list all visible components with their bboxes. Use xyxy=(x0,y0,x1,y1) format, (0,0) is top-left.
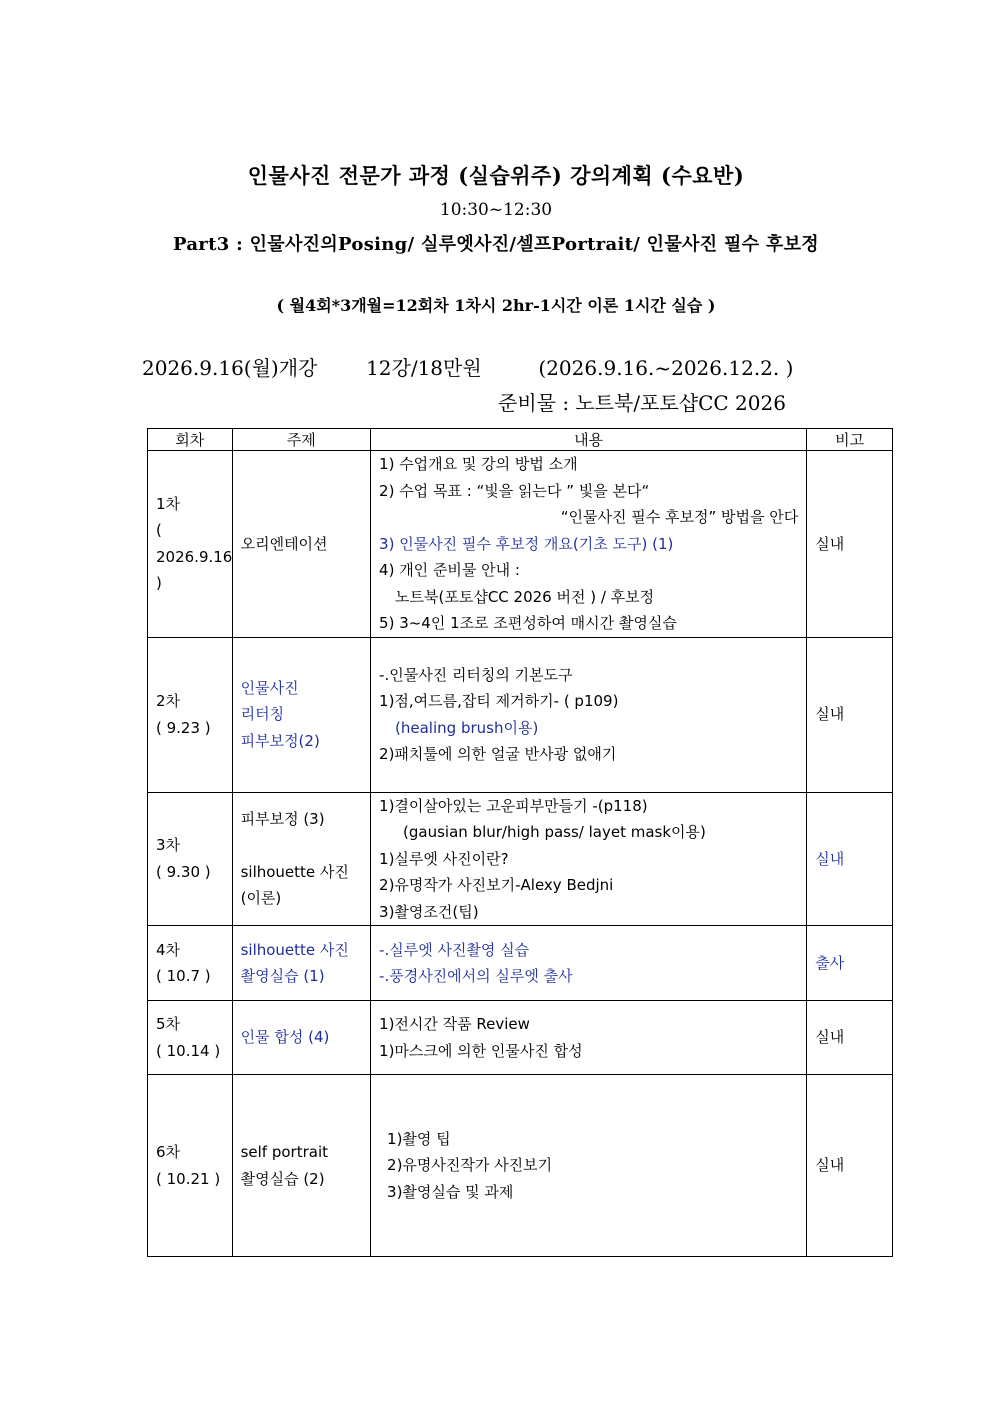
content-line: 1)촬영 팁 xyxy=(387,1129,451,1148)
topic-text: 피부보정(2) xyxy=(240,731,320,750)
table-row xyxy=(148,637,893,792)
session-date: ( 10.14 ) xyxy=(156,1041,221,1060)
session-cell xyxy=(148,926,233,1001)
session-label: 6차 xyxy=(156,1143,181,1161)
content-line: 2)유명작가 사진보기-Alexy Bedjni xyxy=(379,876,614,894)
content-line: 2)패치툴에 의한 얼굴 반사광 없애기 xyxy=(379,745,617,763)
table-row xyxy=(148,792,893,926)
session-date: ( 10.7 ) xyxy=(156,967,211,985)
note-cell: 실내 xyxy=(807,1075,893,1257)
topic-text: 리터칭 xyxy=(240,705,285,724)
topic-text: silhouette 사진 xyxy=(240,940,349,959)
class-time: 10:30~12:30 xyxy=(439,200,553,220)
content-line: -.실루엣 사진촬영 실습 xyxy=(379,940,530,959)
materials: 준비물 : 노트북/포토샵CC 2026 xyxy=(498,391,786,415)
opening-date: 2026.9.16(월)개강 xyxy=(142,356,318,380)
note-cell: 실내 xyxy=(807,1001,893,1075)
topic-cell xyxy=(232,451,370,638)
content-cell xyxy=(371,1001,807,1075)
header-note: 비고 xyxy=(807,429,893,451)
topic-text: 촬영실습 (1) xyxy=(240,967,325,985)
topic-cell xyxy=(232,1075,370,1257)
session-cell xyxy=(148,451,233,638)
session-label: 1차 xyxy=(156,494,181,513)
part-subtitle: Part3 : 인물사진의Posing/ 실루엣사진/셀프Portrait/ 인물사진 필수 후보정 xyxy=(172,234,819,255)
content-line: -.풍경사진에서의 실루엣 출사 xyxy=(379,967,573,985)
topic-text: 인물사진 xyxy=(240,678,299,697)
content-line: 5) 3~4인 1조로 조편성하여 매시간 촬영실습 xyxy=(379,614,677,632)
content-cell xyxy=(371,792,807,926)
content-line: 1)전시간 작품 Review xyxy=(379,1015,530,1033)
topic-text: 촬영실습 (2) xyxy=(240,1169,325,1188)
content-line: 4) 개인 준비물 안내 : xyxy=(379,561,520,579)
note-cell: 실내 xyxy=(807,637,893,792)
topic-cell xyxy=(232,637,370,792)
session-paren-close: ) xyxy=(156,574,162,593)
table-row xyxy=(148,926,893,1001)
content-cell xyxy=(371,926,807,1001)
content-cell xyxy=(371,637,807,792)
content-line: -.인물사진 리터칭의 기본도구 xyxy=(379,665,573,684)
content-line: 3)촬영실습 및 과제 xyxy=(387,1182,514,1201)
content-line: 3) 인물사진 필수 후보정 개요(기초 도구) (1) xyxy=(379,534,674,553)
page-title: 인물사진 전문가 과정 (실습위주) 강의계획 (수요반) xyxy=(247,163,745,188)
content-line: 2) 수업 목표 : “빛을 읽는다 ” 빛을 본다“ xyxy=(379,481,650,500)
session-cell xyxy=(148,792,233,926)
session-date: ( 10.21 ) xyxy=(156,1169,221,1188)
session-label: 2차 xyxy=(156,692,181,710)
topic-cell xyxy=(232,926,370,1001)
table-row xyxy=(148,451,893,638)
session-date: ( 9.30 ) xyxy=(156,862,211,881)
header-topic: 주제 xyxy=(232,429,370,451)
opening-line xyxy=(142,352,793,381)
content-line: 1)마스크에 의한 인물사진 합성 xyxy=(379,1041,583,1060)
content-line: 3)촬영조건(팁) xyxy=(379,902,479,921)
content-line: 2)유명사진작가 사진보기 xyxy=(387,1156,553,1175)
lectures-fee: 12강/18만원 xyxy=(366,356,482,380)
topic-cell xyxy=(232,792,370,926)
content-line: (healing brush이용) xyxy=(395,718,539,737)
session-cell xyxy=(148,637,233,792)
topic-cell xyxy=(232,1001,370,1075)
session-label: 4차 xyxy=(156,940,181,959)
session-paren-open: ( xyxy=(156,521,162,540)
session-cell xyxy=(148,1001,233,1075)
content-line: 1)실루엣 사진이란? xyxy=(379,849,509,868)
topic-text: 오리엔테이션 xyxy=(240,534,328,553)
content-line: “인물사진 필수 후보정” 방법을 안다 xyxy=(560,508,799,526)
topic-text: self portrait xyxy=(240,1143,329,1161)
table-row xyxy=(148,1001,893,1075)
content-line: 1) 수업개요 및 강의 방법 소개 xyxy=(379,455,578,473)
session-cell xyxy=(148,1075,233,1257)
schedule-note: ( 월4회*3개월=12회차 1차시 2hr-1시간 이론 1시간 실습 ) xyxy=(276,296,716,315)
note-cell: 실내 xyxy=(807,451,893,638)
content-line: 노트북(포토샵CC 2026 버전 ) / 후보정 xyxy=(395,587,655,606)
content-cell xyxy=(371,451,807,638)
header-content: 내용 xyxy=(371,429,807,451)
topic-spacer xyxy=(241,833,362,859)
topic-text: (이론) xyxy=(240,889,282,907)
content-line: 1)점,여드름,잡티 제거하기- ( p109) xyxy=(379,692,619,710)
content-line: (gausian blur/high pass/ layet mask이용) xyxy=(403,823,706,841)
course-period: (2026.9.16.~2026.12.2. ) xyxy=(538,356,794,380)
session-date: 2026.9.16 xyxy=(156,547,233,566)
content-cell xyxy=(371,1075,807,1257)
note-cell: 실내 xyxy=(807,792,893,926)
session-date: ( 9.23 ) xyxy=(156,718,211,737)
header-session: 회차 xyxy=(148,429,233,451)
topic-text: silhouette 사진 xyxy=(240,862,349,881)
table-header-row xyxy=(148,429,893,451)
topic-text: 피부보정 (3) xyxy=(240,810,325,828)
content-line: 1)결이살아있는 고운피부만들기 -(p118) xyxy=(379,796,648,815)
session-label: 5차 xyxy=(156,1015,181,1033)
lecture-plan-table xyxy=(147,428,893,1257)
note-cell: 출사 xyxy=(807,926,893,1001)
topic-text: 인물 합성 (4) xyxy=(240,1028,330,1047)
session-label: 3차 xyxy=(156,836,181,855)
table-row xyxy=(148,1075,893,1257)
